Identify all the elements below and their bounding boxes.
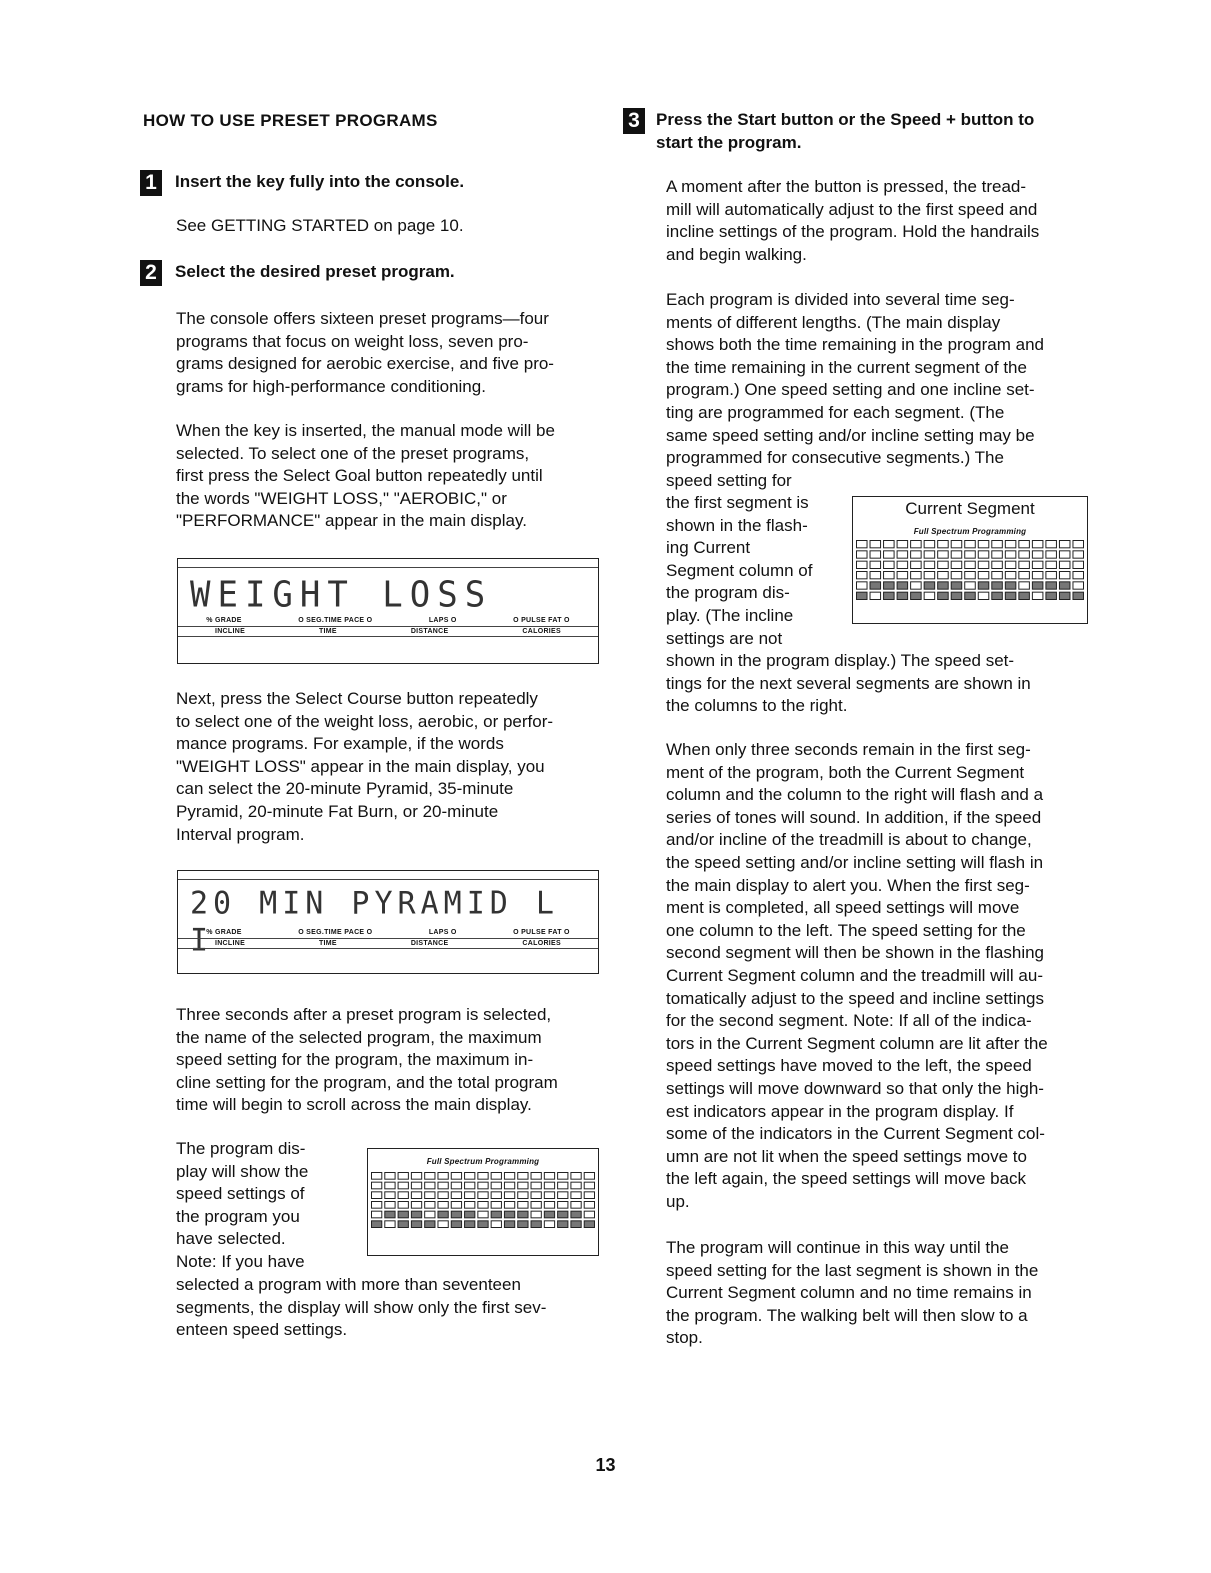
paragraph-scroll-info: Three seconds after a preset program is selected, the name of the selected program, the maximum speed setting for the program, the maximum in- cline setting for the program, and the total program time will begin to scroll across the main display. <box>176 1005 558 1115</box>
paragraph-program-end: The program will continue in this way until the speed setting for the last segment is shown in the Current Segment column and no time remains in the program. The walking belt will then slow to a stop. <box>666 1238 1039 1348</box>
led-indicator <box>558 1202 568 1209</box>
led-indicator <box>372 1211 382 1218</box>
section-title: HOW TO USE PRESET PROGRAMS <box>143 111 438 130</box>
current-segment-label: Current Segment <box>905 499 1035 518</box>
led-indicator <box>1059 551 1070 558</box>
led-indicator <box>978 572 989 579</box>
led-indicator <box>438 1182 448 1189</box>
led-indicator <box>544 1202 554 1209</box>
led-indicator <box>584 1202 594 1209</box>
led-indicator <box>870 572 881 579</box>
led-indicator <box>531 1173 541 1180</box>
led-indicator <box>491 1182 501 1189</box>
led-indicator <box>924 572 935 579</box>
led-indicator <box>1005 582 1016 589</box>
led-indicator <box>1073 551 1084 558</box>
led-indicator <box>897 541 908 548</box>
led-indicator <box>571 1192 581 1199</box>
led-indicator <box>924 561 935 568</box>
paragraph-start: A moment after the button is pressed, the tread- mill will automatically adjust to the first speed and incline settings of the program. Hold the handrails and begin walking. <box>666 177 1040 264</box>
led-indicator <box>465 1202 475 1209</box>
led-indicator <box>965 592 976 599</box>
paragraph-segments-narrow: the first segment is shown in the flash- ing Current Segment column of the program dis- play. (The incline settings are not <box>666 493 813 648</box>
led-indicator <box>1005 561 1016 568</box>
led-indicator <box>372 1182 382 1189</box>
program-display-diagram <box>367 1148 599 1256</box>
led-indicator <box>398 1182 408 1189</box>
led-indicator <box>491 1192 501 1199</box>
led-indicator <box>451 1221 461 1228</box>
led-indicator <box>911 592 922 599</box>
led-indicator <box>504 1211 514 1218</box>
led-indicator <box>465 1221 475 1228</box>
led-indicator <box>531 1221 541 1228</box>
paragraph-segments: Each program is divided into several time seg- ments of different lengths. (The main display shows both the time remaining in the program and the time remaining in the current segment of the program.) One speed setting and one incline set- ting are programmed for each segment. (The same speed setting and/or incline setting may be programmed for consecutive segments.) The speed setting for <box>666 290 1044 490</box>
led-indicator <box>884 592 895 599</box>
led-indicator <box>951 561 962 568</box>
led-indicator <box>938 592 949 599</box>
led-indicator <box>544 1211 554 1218</box>
led-indicator <box>1059 541 1070 548</box>
led-indicator <box>544 1173 554 1180</box>
led-indicator <box>425 1221 435 1228</box>
led-indicator <box>558 1192 568 1199</box>
led-indicator <box>558 1211 568 1218</box>
led-indicator <box>584 1182 594 1189</box>
led-indicator <box>411 1221 421 1228</box>
led-indicator <box>518 1173 528 1180</box>
led-indicator <box>425 1192 435 1199</box>
led-indicator <box>857 592 868 599</box>
led-indicator <box>1019 561 1030 568</box>
led-indicator <box>425 1182 435 1189</box>
led-indicator <box>1032 561 1043 568</box>
led-indicator <box>870 582 881 589</box>
led-indicator <box>965 551 976 558</box>
led-indicator <box>478 1221 488 1228</box>
led-indicator <box>385 1173 395 1180</box>
led-indicator <box>938 572 949 579</box>
led-indicator <box>1005 541 1016 548</box>
led-indicator <box>451 1202 461 1209</box>
led-indicator <box>544 1221 554 1228</box>
led-indicator <box>398 1192 408 1199</box>
led-indicator <box>1073 582 1084 589</box>
led-indicator <box>544 1182 554 1189</box>
led-indicator <box>451 1192 461 1199</box>
led-indicator <box>1073 572 1084 579</box>
led-indicator <box>992 572 1003 579</box>
led-indicator <box>438 1202 448 1209</box>
led-indicator <box>897 582 908 589</box>
led-indicator <box>884 561 895 568</box>
led-indicator <box>398 1211 408 1218</box>
led-indicator <box>544 1192 554 1199</box>
led-indicator <box>571 1173 581 1180</box>
led-indicator <box>491 1211 501 1218</box>
led-indicator <box>911 561 922 568</box>
led-indicator <box>1019 541 1030 548</box>
led-indicator <box>425 1202 435 1209</box>
led-indicator <box>1032 551 1043 558</box>
led-indicator <box>951 592 962 599</box>
step-1-heading: Insert the key fully into the console. <box>175 172 465 191</box>
led-indicator <box>478 1202 488 1209</box>
led-indicator <box>897 551 908 558</box>
display-labels-bottom: INCLINE TIME DISTANCE CALORIES <box>178 938 598 947</box>
led-indicator <box>385 1182 395 1189</box>
led-indicator <box>884 551 895 558</box>
led-indicator <box>1073 561 1084 568</box>
led-indicator <box>584 1221 594 1228</box>
led-indicator <box>1059 572 1070 579</box>
led-indicator <box>465 1173 475 1180</box>
led-indicator <box>438 1173 448 1180</box>
led-indicator <box>385 1221 395 1228</box>
main-display-pyramid <box>177 870 599 974</box>
led-indicator <box>1032 541 1043 548</box>
paragraph-programs-overview: The console offers sixteen preset programs—four programs that focus on weight loss, seven pro- grams designed for aerobic exercise, and five pro- grams for high-performance conditioning. <box>176 309 554 396</box>
led-indicator <box>465 1192 475 1199</box>
led-indicator <box>571 1211 581 1218</box>
led-indicator <box>1019 572 1030 579</box>
led-indicator <box>924 592 935 599</box>
led-indicator <box>385 1211 395 1218</box>
led-indicator <box>531 1182 541 1189</box>
led-indicator <box>1046 572 1057 579</box>
led-indicator <box>584 1211 594 1218</box>
led-indicator <box>411 1211 421 1218</box>
led-indicator <box>1005 592 1016 599</box>
led-indicator <box>965 561 976 568</box>
led-indicator <box>1073 592 1084 599</box>
program-display-title: Full Spectrum Programming <box>426 1157 540 1166</box>
led-indicator <box>1059 582 1070 589</box>
led-indicator <box>1073 541 1084 548</box>
step-2-number: 2 <box>140 260 162 286</box>
led-indicator <box>897 561 908 568</box>
led-indicator <box>1032 582 1043 589</box>
led-indicator <box>531 1211 541 1218</box>
led-indicator <box>491 1202 501 1209</box>
led-indicator <box>857 561 868 568</box>
program-display-title: Full Spectrum Programming <box>913 527 1027 536</box>
led-indicator <box>992 541 1003 548</box>
led-indicator <box>398 1173 408 1180</box>
paragraph-select-course: Next, press the Select Course button repeatedly to select one of the weight loss, aerobic, or perfor- mance programs. For example, if the words "WEIGHT LOSS" appear in the main display, you can select the 20-minute Pyramid, 35-minute Pyramid, 20-minute Fat Burn, or 20-minute Interval program. <box>176 689 554 844</box>
led-indicator <box>372 1173 382 1180</box>
step-1-text: See GETTING STARTED on page 10. <box>176 216 464 235</box>
step-2-heading: Select the desired preset program. <box>175 262 455 281</box>
paragraph-segments-tail: shown in the program display.) The speed set- tings for the next several segments are shown in the columns to the right. <box>666 651 1031 716</box>
led-indicator <box>491 1221 501 1228</box>
led-indicator <box>478 1211 488 1218</box>
led-indicator <box>438 1192 448 1199</box>
led-indicator <box>857 582 868 589</box>
led-indicator <box>398 1221 408 1228</box>
led-indicator <box>438 1211 448 1218</box>
led-indicator <box>571 1202 581 1209</box>
led-indicator <box>897 572 908 579</box>
led-indicator <box>978 592 989 599</box>
led-indicator <box>584 1173 594 1180</box>
led-indicator <box>451 1211 461 1218</box>
led-indicator <box>584 1192 594 1199</box>
led-indicator <box>451 1182 461 1189</box>
led-indicator <box>465 1182 475 1189</box>
led-indicator <box>1019 582 1030 589</box>
led-indicator <box>1019 551 1030 558</box>
led-indicator <box>504 1182 514 1189</box>
display-labels-bottom: INCLINE TIME DISTANCE CALORIES <box>178 626 598 635</box>
led-indicator <box>870 551 881 558</box>
led-indicator <box>478 1173 488 1180</box>
led-indicator <box>938 561 949 568</box>
current-segment-grid <box>853 537 1087 621</box>
led-indicator <box>1046 582 1057 589</box>
led-indicator <box>924 551 935 558</box>
led-indicator <box>938 551 949 558</box>
step-2 <box>140 260 455 286</box>
led-indicator <box>924 541 935 548</box>
led-indicator <box>491 1173 501 1180</box>
led-indicator <box>504 1202 514 1209</box>
led-indicator <box>558 1173 568 1180</box>
led-indicator <box>504 1221 514 1228</box>
led-indicator <box>924 582 935 589</box>
led-indicator <box>897 592 908 599</box>
led-indicator <box>965 582 976 589</box>
led-indicator <box>965 541 976 548</box>
led-indicator <box>951 582 962 589</box>
led-indicator <box>451 1173 461 1180</box>
led-indicator <box>1005 572 1016 579</box>
led-indicator <box>558 1221 568 1228</box>
led-indicator <box>1046 551 1057 558</box>
led-indicator <box>978 582 989 589</box>
led-indicator <box>978 561 989 568</box>
led-indicator <box>518 1211 528 1218</box>
step-3-number: 3 <box>623 108 645 134</box>
led-indicator <box>978 551 989 558</box>
current-segment-diagram <box>852 496 1088 624</box>
paragraph-program-display-narrow: The program dis- play will show the speed settings of the program you have selected. Note: If you have <box>176 1139 309 1271</box>
led-indicator <box>911 582 922 589</box>
led-indicator <box>870 592 881 599</box>
led-indicator <box>978 541 989 548</box>
led-indicator <box>1032 592 1043 599</box>
led-indicator <box>965 572 976 579</box>
led-indicator <box>411 1173 421 1180</box>
led-indicator <box>372 1192 382 1199</box>
led-indicator <box>558 1182 568 1189</box>
step-3 <box>623 108 1034 154</box>
led-indicator <box>992 561 1003 568</box>
led-indicator <box>518 1192 528 1199</box>
main-display-weight-loss <box>177 558 599 664</box>
program-display-grid <box>368 1169 598 1249</box>
led-indicator <box>857 541 868 548</box>
led-indicator <box>465 1211 475 1218</box>
step-1-number: 1 <box>140 170 162 196</box>
led-indicator <box>478 1192 488 1199</box>
led-indicator <box>571 1221 581 1228</box>
led-indicator <box>870 541 881 548</box>
led-indicator <box>518 1202 528 1209</box>
step-1 <box>140 170 464 196</box>
led-indicator <box>857 551 868 558</box>
led-indicator <box>531 1202 541 1209</box>
led-indicator <box>385 1192 395 1199</box>
led-indicator <box>478 1182 488 1189</box>
display-text: WEIGHT LOSS <box>190 574 493 616</box>
led-indicator <box>1059 561 1070 568</box>
led-indicator <box>425 1211 435 1218</box>
led-indicator <box>1046 592 1057 599</box>
led-indicator <box>518 1182 528 1189</box>
led-indicator <box>1032 572 1043 579</box>
led-indicator <box>951 541 962 548</box>
led-indicator <box>438 1221 448 1228</box>
led-indicator <box>504 1192 514 1199</box>
led-indicator <box>518 1221 528 1228</box>
led-indicator <box>938 582 949 589</box>
led-indicator <box>398 1202 408 1209</box>
led-indicator <box>951 551 962 558</box>
led-indicator <box>1046 561 1057 568</box>
led-indicator <box>385 1202 395 1209</box>
led-indicator <box>411 1182 421 1189</box>
led-indicator <box>884 582 895 589</box>
led-indicator <box>411 1192 421 1199</box>
led-indicator <box>992 582 1003 589</box>
led-indicator <box>911 572 922 579</box>
led-indicator <box>992 551 1003 558</box>
led-indicator <box>1046 541 1057 548</box>
page-number: 13 <box>595 1455 616 1475</box>
led-indicator <box>571 1182 581 1189</box>
paragraph-select-goal: When the key is inserted, the manual mode will be selected. To select one of the preset programs, first press the Select Goal button repeatedly until the words "WEIGHT LOSS," "AEROBIC," or "PERFORMANCE" appear in the main display. <box>176 421 555 531</box>
led-indicator <box>425 1173 435 1180</box>
display-labels-top: % GRADE O SEG.TIME PACE O LAPS O O PULSE FAT O <box>206 929 570 936</box>
led-indicator <box>504 1173 514 1180</box>
display-labels-top: % GRADE O SEG.TIME PACE O LAPS O O PULSE FAT O <box>206 617 570 624</box>
paragraph-segment-change: When only three seconds remain in the first seg- ment of the program, both the Current Segment column and the column to the right will flash and a series of tones will sound. In addition, if the speed and/or incline of the treadmill is about to change, the speed setting and/or incline setting will flash in the main display to alert you. When the first seg- ment is completed, all speed settings will move one column to the left. The speed setting for the second segment will then be shown in the flashing Current Segment column and the treadmill will au- tomatically adjust to the speed and incline settings for the second segment. Note: If all of the indica- tors in the Current Segment column are lit after the speed settings have moved to the left, the speed settings will move downward so that only the high- est indicators appear in the program display. If some of the indicators in the Current Segment col- umn are not lit when the speed settings move to the left again, the speed settings will move back up. <box>666 740 1048 1211</box>
led-indicator <box>992 592 1003 599</box>
paragraph-program-display-wide: selected a program with more than seventeen segments, the display will show only the first sev- enteen speed settings. <box>176 1275 547 1340</box>
led-indicator <box>372 1221 382 1228</box>
led-indicator <box>884 541 895 548</box>
led-indicator <box>911 541 922 548</box>
led-indicator <box>911 551 922 558</box>
display-text: 20 MIN PYRAMID L I <box>190 885 559 959</box>
led-indicator <box>372 1202 382 1209</box>
led-indicator <box>531 1192 541 1199</box>
led-indicator <box>870 561 881 568</box>
led-indicator <box>884 572 895 579</box>
led-indicator <box>857 572 868 579</box>
led-indicator <box>1019 592 1030 599</box>
led-indicator <box>1059 592 1070 599</box>
led-indicator <box>411 1202 421 1209</box>
led-indicator <box>951 572 962 579</box>
step-3-heading: Press the Start button or the Speed + button to start the program. <box>656 110 1035 152</box>
led-indicator <box>938 541 949 548</box>
led-indicator <box>1005 551 1016 558</box>
